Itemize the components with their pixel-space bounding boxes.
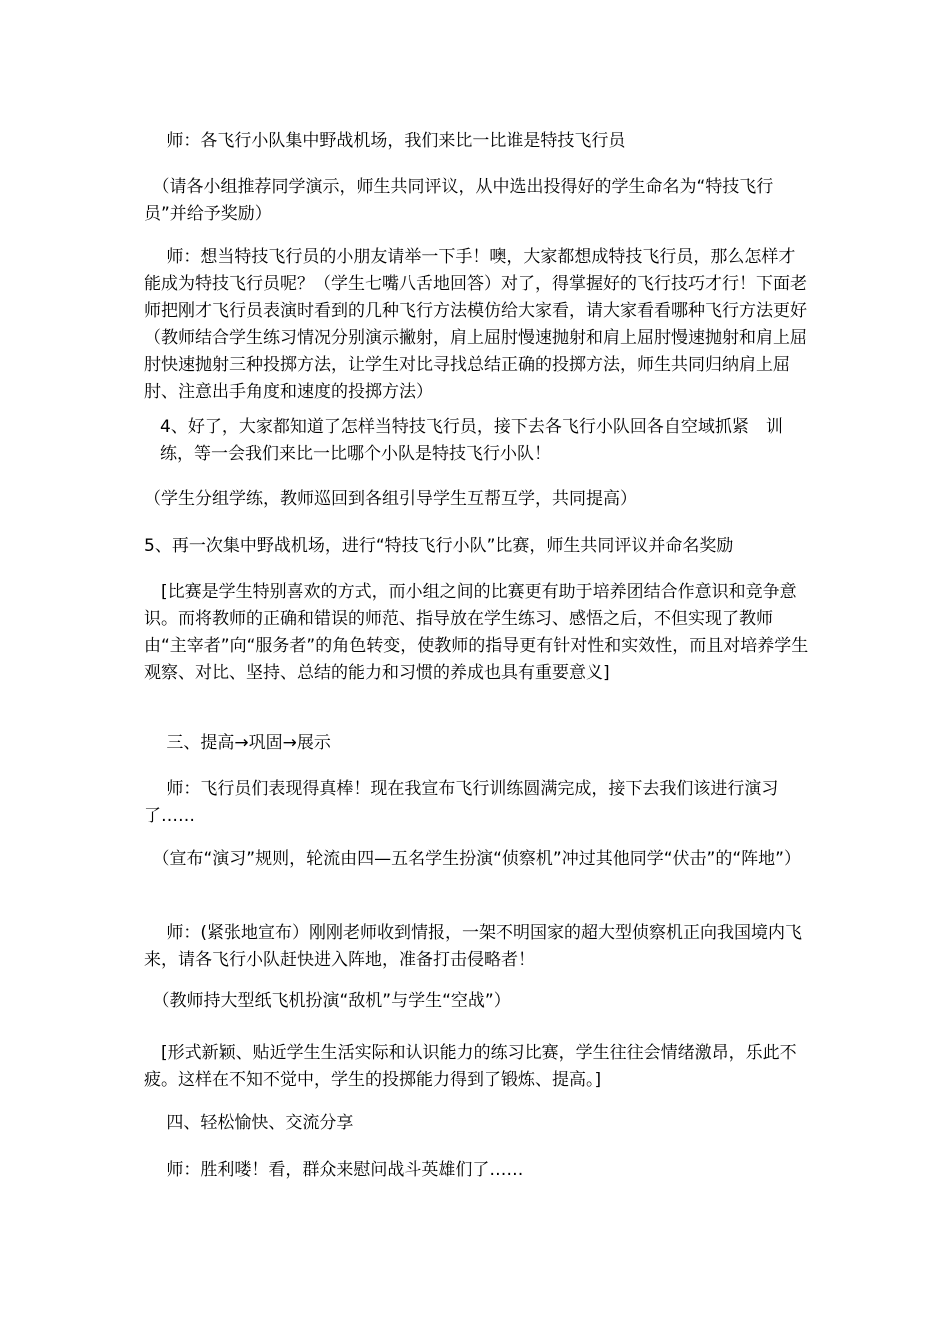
section-heading-4: 四、轻松愉快、交流分享 (144, 1113, 354, 1133)
paragraph-group-demo: （请各小组推荐同学演示，师生共同评议，从中选出投得好的学生命名为“特技飞行员”并给予奖励） (144, 177, 774, 224)
paragraph-group-practice: （学生分组学练，教师巡回到各组引导学生互帮互学，共同提高） (144, 489, 637, 509)
section-heading-3: 三、提高→巩固→展示 (144, 733, 331, 753)
paragraph-step-4: 4、好了，大家都知道了怎样当特技飞行员，接下去各飞行小队回各自空域抓紧 训练，等一会我们来比一比哪个小队是特技飞行小队！ (160, 417, 783, 464)
paragraph-competition-note: [比赛是学生特别喜欢的方式，而小组之间的比赛更有助于培养团结合作意识和竞争意识。而将教师的正确和错误的师范、指导放在学生练习、感悟之后，不但实现了教师由“主宰者”向“服务者”的角色转变，使教师的指导更有针对性和实效性，而且对培养学生观察、对比、坚持、总结的能力和习惯的养成也具有重要意义] (144, 582, 809, 683)
paragraph-air-battle: （教师持大型纸飞机扮演“敌机”与学生“空战”） (144, 991, 511, 1011)
paragraph-form-note: [形式新颖、贴近学生生活实际和认识能力的练习比赛，学生往往会情绪激昂，乐此不疲。这样在不知不觉中，学生的投掷能力得到了锻炼、提高。] (144, 1043, 797, 1090)
paragraph-teacher-gather: 师：各飞行小队集中野战机场，我们来比一比谁是特技飞行员 (144, 131, 626, 151)
paragraph-teacher-announcement: 师：(紧张地宣布）刚刚老师收到情报，一架不明国家的超大型侦察机正向我国境内飞来，请各飞行小队赶快进入阵地，准备打击侵略者！ (144, 923, 803, 970)
paragraph-exercise-rules: （宣布“演习”规则，轮流由四—五名学生扮演“侦察机”冲过其他同学“伏击”的“阵地”） (144, 849, 801, 869)
paragraph-step-5: 5、再一次集中野战机场，进行“特技飞行小队”比赛，师生共同评议并命名奖励 (144, 536, 734, 556)
paragraph-teacher-skills: 师：想当特技飞行员的小朋友请举一下手！噢，大家都想成特技飞行员，那么怎样才能成为特技飞行员呢？（学生七嘴八舌地回答）对了，得掌握好的飞行技巧才行！下面老师把刚才飞行员表演时看到的几种飞行方法模仿给大家看，请大家看看哪种飞行方法更好（教师结合学生练习情况分别演示撇射，肩上屈肘慢速抛射和肩上屈肘慢速抛射和肩上屈肘快速抛射三种投掷方法，让学生对比寻找总结正确的投掷方法，师生共同归纳肩上屈肘、注意出手角度和速度的投掷方法） (144, 247, 807, 402)
paragraph-teacher-exercise: 师：飞行员们表现得真棒！现在我宣布飞行训练圆满完成，接下去我们该进行演习了…… (144, 779, 779, 826)
paragraph-teacher-victory: 师：胜利喽！看，群众来慰问战斗英雄们了…… (144, 1160, 524, 1180)
